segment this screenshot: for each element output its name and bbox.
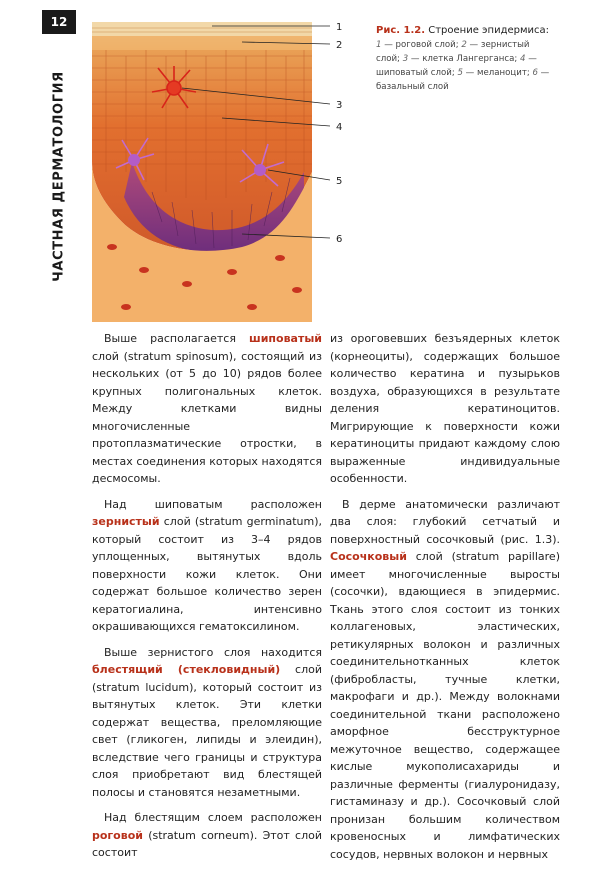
label-1: 1: [336, 22, 343, 33]
legend-text-4: шиповатый слой;: [376, 68, 455, 78]
caption-title: Строение эпидермиса:: [428, 25, 550, 36]
caption-ref: Рис. 1.2.: [376, 25, 426, 36]
label-4: 4: [336, 122, 343, 133]
term-spinous: шиповатый: [249, 332, 322, 345]
legend-num-5: 5: [457, 68, 463, 78]
label-6: 6: [336, 234, 343, 245]
page-number: 12: [42, 10, 76, 34]
paragraph-spinous: Выше располагается шиповатый слой (stratum spinosum), состоящий из нескольких (от 5 до 10) рядов более крупных полигональных клеток. Между клетками видны многочисленные протоплазматические отростки, в местах соединения которых находятся десмосомы.: [92, 332, 322, 485]
term-horny: роговой: [92, 828, 143, 842]
section-title: ЧАСТНАЯ ДЕРМАТОЛОГИЯ: [51, 70, 67, 282]
label-3: 3: [336, 100, 343, 111]
horny-layer: [92, 22, 312, 36]
legend-num-1: 1: [376, 40, 382, 50]
caption-heading: [376, 24, 556, 38]
legend-num-2: 2: [461, 40, 467, 50]
legend-num-4: 4: [520, 54, 526, 64]
paragraph-dermis: В дерме анатомически различают два слоя: глубокий сетчатый и поверхностный сосочковый (рис. 1.3). Сосочковый слой (stratum papillare) имеет многочисленные выросты (сосочки), вдающиеся в эпидермис. Ткань этого слоя состоит из тонких коллагеновых, эластических, ретикулярных волокон и различных соединительнотканных клеток (фибробласты, тучные клетки, макрофаги и др.). Между волокнами соединительной ткани расположено аморфное бесструктурное межуточное вещество, содержащее кислые мукополисахариды и различные ферменты (гиалуронидазу, гистаминазу и др.). Сосочковый слой пронизан большим количеством кровеносных и лимфатических сосудов, нервных волокон и нервных: [330, 497, 560, 861]
legend-text-3: клетка Лангерганса;: [422, 54, 518, 64]
paragraph-lucid: Выше зернистого слоя находится блестящий (стекловидный) слой (stratum lucidum), который состоит из вытянутых клеток. Эти клетки содержат вещества, преломляющие свет (гликоген, липиды и элеидин), вследствие чего границы и структура слоя приобретают вид блестящей полосы и становятся незаметными.: [92, 645, 322, 799]
text-column-left: [92, 330, 322, 870]
epidermis-illustration: [92, 22, 362, 322]
legend-num-3: 3: [402, 54, 409, 64]
legend-text-2: зернистый слой;: [376, 40, 530, 64]
legend-text-6: базальный слой: [376, 82, 449, 92]
text-column-right: [330, 330, 560, 871]
section-side-band: [44, 40, 74, 312]
term-granular: зернистый: [92, 515, 160, 528]
term-lucid: блестящий (стекловидный): [92, 663, 281, 676]
legend-text-1: роговой слой;: [395, 40, 459, 50]
figure-caption: [376, 24, 556, 94]
paragraph-granular: Над шиповатым расположен зернистый слой (stratum germinatum), который состоит из 3–4 рядов уплощенных, вытянутых вдоль поверхности кожи клеток. Они содержат большое количество зерен кератогиалина, интенсивно окрашивающихся гематоксилином.: [92, 497, 322, 633]
legend-text-5: меланоцит;: [477, 68, 530, 78]
paragraph-corneocytes: из ороговевших безъядерных клеток (корнеоциты), содержащих большое количество кератина и пузырьков воздуха, образующихся в результате деления кератиноцитов. Мигрирующие к поверхности кожи кератиноциты придают каждому слою выраженные индивидуальные особенности.: [330, 332, 560, 485]
label-5: 5: [336, 176, 343, 187]
paragraph-horny: Над блестящим слоем расположен роговой (stratum corneum). Этот слой состоит: [92, 811, 322, 859]
legend-num-6: 6: [532, 68, 538, 78]
term-papillary: Сосочковый: [330, 550, 407, 563]
label-2: 2: [336, 40, 343, 51]
caption-legend: 1 — роговой слой; 2 — зернистый слой; 3 — клетка Лангерганса; 4 — шиповатый слой; 5 — меланоцит; 6 — базальный слой: [376, 40, 550, 92]
